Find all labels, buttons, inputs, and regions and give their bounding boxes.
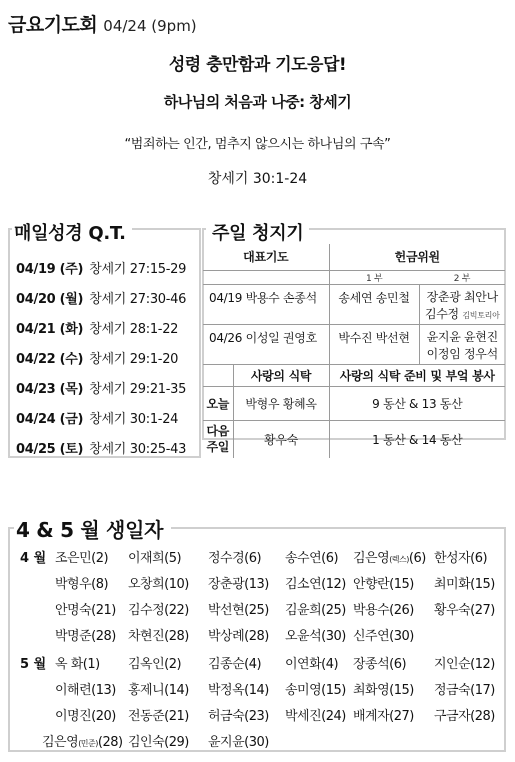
birthday-name: 조은민(2) — [55, 551, 109, 566]
birthday-name: 신주연(30) — [353, 629, 414, 644]
birthday-name: 옥 화(1) — [55, 657, 100, 672]
qt-date: 04/22 (수) — [16, 352, 84, 367]
table-row — [203, 324, 505, 364]
prayer-cell: 04/19 박용수 손종석 — [203, 284, 329, 324]
today-label: 오늘 — [203, 386, 233, 420]
birthday-name: 이명진(20) — [55, 709, 116, 724]
today-service-cell: 9 동산 & 13 동산 — [329, 386, 505, 420]
birthday-name: 박형우(8) — [55, 577, 109, 592]
birthday-name: 김인숙(29) — [128, 735, 189, 750]
birthday-name: 송미영(15) — [285, 683, 346, 698]
table-row — [203, 364, 505, 386]
birthday-name: 정수경(6) — [208, 551, 262, 566]
next-table-cell: 황우숙 — [233, 420, 329, 458]
prayer-cell: 04/26 이성일 권영호 — [203, 324, 329, 364]
qt-ref: 창세기 29:1-20 — [89, 352, 179, 367]
birthday-name — [353, 547, 426, 566]
qt-date: 04/24 (금) — [16, 412, 84, 427]
qt-date: 04/25 (토) — [16, 442, 84, 457]
birthday-name: 안명숙(21) — [55, 603, 116, 618]
qt-ref: 창세기 29:21-35 — [89, 382, 187, 397]
birthday-month-label: 4 월 — [20, 551, 47, 566]
offering-name: 김수정 — [424, 306, 459, 321]
birthday-name: 장춘광(13) — [208, 577, 269, 592]
qt-date: 04/21 (화) — [16, 322, 84, 337]
header-date: 04/24 (9pm) — [103, 17, 197, 35]
qt-item — [16, 318, 186, 348]
birthday-name — [42, 731, 123, 750]
birthday-day: (6) — [408, 551, 426, 566]
sub-title: 하나님의 처음과 나중: 창세기 — [163, 93, 352, 111]
birthday-name: 홍제니(14) — [128, 683, 189, 698]
offering-name-note: 김빅토리아 — [462, 310, 500, 320]
birthday-name: 정금숙(17) — [434, 683, 495, 698]
offering-names — [422, 306, 504, 324]
qt-heading: 매일성경 Q.T. — [12, 219, 132, 245]
birthday-heading: 4 & 5 월 생일자 — [14, 514, 171, 543]
birthday-name: 황우숙(27) — [434, 603, 495, 618]
offering-part2-cell — [419, 324, 505, 364]
qt-ref: 창세기 30:1-24 — [89, 412, 179, 427]
header — [8, 10, 197, 37]
birthday-name: 허금숙(23) — [208, 709, 269, 724]
qt-item — [16, 348, 186, 378]
birthday-name: 이연화(4) — [285, 657, 339, 672]
next-label: 다음 주일 — [203, 420, 233, 458]
offering-names: 이정임 정우석 — [426, 346, 498, 361]
birthday-name: 지인순(12) — [434, 657, 495, 672]
qt-ref: 창세기 27:30-46 — [89, 292, 187, 307]
table-row — [203, 244, 505, 270]
main-title: 성령 충만함과 기도응답! — [168, 55, 347, 75]
qt-ref: 창세기 28:1-22 — [89, 322, 179, 337]
qt-date: 04/20 (월) — [16, 292, 84, 307]
qt-item — [16, 438, 186, 468]
birthday-name: 차현진(28) — [128, 629, 189, 644]
offering-part2-cell — [419, 284, 505, 324]
today-table-cell: 박형우 황혜옥 — [233, 386, 329, 420]
birthday-name: 오윤석(30) — [285, 629, 346, 644]
table-row — [203, 270, 505, 284]
birthday-name: 박세진(24) — [285, 709, 346, 724]
sermon-verse: 창세기 30:1-24 — [207, 171, 308, 187]
birthday-name: 김소연(12) — [285, 577, 346, 592]
birthday-name: 윤지윤(30) — [208, 735, 269, 750]
birthday-name: 김종순(4) — [208, 657, 262, 672]
birthday-name-note: (렉스) — [389, 555, 409, 564]
qt-date: 04/23 (목) — [16, 382, 84, 397]
birthday-name: 전동준(21) — [128, 709, 189, 724]
birthday-name: 박명준(28) — [55, 629, 116, 644]
birthday-name-note: (민준) — [78, 739, 98, 748]
birthday-name: 구금자(28) — [434, 709, 495, 724]
next-service-cell: 1 동산 & 14 동산 — [329, 420, 505, 458]
birthday-name: 박상례(28) — [208, 629, 269, 644]
offering-part1-cell: 박수진 박선현 — [329, 324, 419, 364]
qt-item — [16, 378, 186, 408]
sermon-quote: “범죄하는 인간, 멈추지 않으시는 하나님의 구속” — [124, 137, 391, 152]
qt-ref: 창세기 30:25-43 — [89, 442, 187, 457]
birthday-name-text: 김은영 — [42, 735, 79, 750]
offering-part1-cell: 송세연 송민철 — [329, 284, 419, 324]
birthday-name: 한성자(6) — [434, 551, 488, 566]
qt-item — [16, 408, 186, 438]
sunday-schedule-table — [203, 244, 505, 458]
birthday-name: 이재희(5) — [128, 551, 182, 566]
birthday-name: 박정옥(14) — [208, 683, 269, 698]
qt-date: 04/19 (주) — [16, 262, 84, 277]
offering-names: 장춘광 최안나 — [426, 289, 498, 304]
offering-names: 윤지윤 윤현진 — [426, 329, 498, 344]
birthday-name: 오창희(10) — [128, 577, 189, 592]
birthday-name: 송수연(6) — [285, 551, 339, 566]
birthday-name: 김수정(22) — [128, 603, 189, 618]
header-title: 금요기도회 — [8, 14, 98, 36]
birthday-name: 김옥인(2) — [128, 657, 182, 672]
birthday-name: 김윤희(25) — [285, 603, 346, 618]
col-offering-header: 헌금위원 — [329, 244, 505, 270]
table-row — [203, 284, 505, 324]
sunday-heading: 주일 청지기 — [206, 219, 309, 245]
birthday-name: 배계자(27) — [353, 709, 414, 724]
birthday-name: 이해련(13) — [55, 683, 116, 698]
qt-item — [16, 288, 186, 318]
birthday-month-label: 5 월 — [20, 657, 47, 672]
qt-list — [16, 258, 186, 468]
birthday-name-text: 김은영 — [353, 551, 390, 566]
table-cell — [203, 270, 329, 284]
table-row — [203, 420, 505, 458]
birthday-name: 최미화(15) — [434, 577, 495, 592]
col-prayer-header: 대표기도 — [203, 244, 329, 270]
table-row — [203, 386, 505, 420]
birthday-name: 박용수(26) — [353, 603, 414, 618]
part2-label: 2 부 — [419, 270, 505, 284]
col-service-header: 사랑의 식탁 준비 및 부엌 봉사 — [329, 364, 505, 386]
qt-ref: 창세기 27:15-29 — [89, 262, 187, 277]
birthday-name: 안향란(15) — [353, 577, 414, 592]
birthday-name: 박선현(25) — [208, 603, 269, 618]
table-cell — [203, 364, 233, 386]
birthday-name: 장종석(6) — [353, 657, 407, 672]
col-table-header: 사랑의 식탁 — [233, 364, 329, 386]
birthday-name: 최화영(15) — [353, 683, 414, 698]
part1-label: 1 부 — [329, 270, 419, 284]
qt-item — [16, 258, 186, 288]
birthday-day: (28) — [97, 735, 123, 750]
